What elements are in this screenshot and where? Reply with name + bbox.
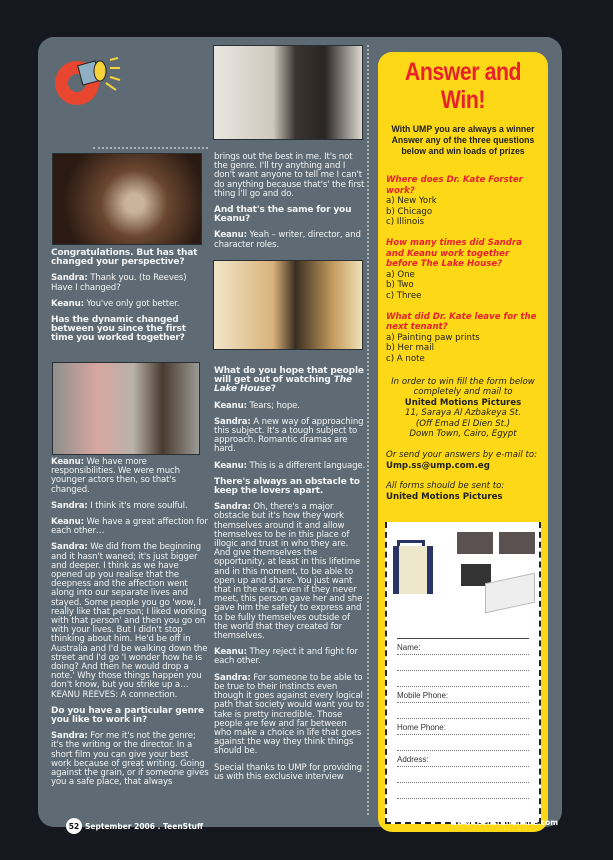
home-phone-field-line[interactable]	[397, 735, 529, 751]
question: What did Dr. Kate leave for the next tenant?	[386, 311, 537, 333]
contest-box	[378, 52, 548, 832]
question: How many times did Sandra and Keanu work together before The Lake House?	[386, 237, 522, 270]
tote-bag-image	[393, 546, 433, 594]
answer: Keanu: We have more responsibilities. We were much younger actors then, so that's changed.	[51, 457, 180, 495]
spotlight-icon	[50, 55, 130, 125]
photo-sandra-street	[52, 362, 200, 455]
answer: Sandra: We did from the beginning and it hasn't waned; it's just bigger and deeper. I think as we have opened up you realise that the deepness and the affection went along into our separate lives and stayed. Some people you go 'wow, I really like that person; I liked working with that person' and then you go on with your lives. But I didn't stop thinking about him. He'd be off in Australia and I'd be walking down the street and I'd go 'I wonder how he is doing? And then he would drop a note.' Why those things happen you don't know, but you strike up a… KEANU REEVES: A connection.	[51, 542, 208, 700]
question: Has the dynamic changed between you since the first time you worked together?	[51, 315, 186, 344]
wallet-image	[499, 532, 535, 554]
middle-column-bottom	[214, 367, 366, 789]
prizes-image	[387, 522, 539, 620]
entry-form	[385, 522, 541, 824]
wallet-image	[457, 532, 493, 554]
company: United Motions Pictures	[386, 491, 503, 502]
page-number: 52	[66, 818, 82, 834]
address-line: Down Town, Cairo, Egypt	[409, 429, 517, 440]
address-field-line[interactable]	[397, 783, 529, 799]
website-link[interactable]: www.teenstuffonline.com	[450, 818, 559, 827]
address-line: (Off Emad El Dien St.)	[415, 418, 511, 429]
option[interactable]: c) Illinois	[386, 217, 425, 228]
question: And that's the same for you Keanu?	[214, 205, 352, 225]
footer-left	[66, 818, 203, 834]
answer: Keanu: You've only got better.	[51, 298, 180, 309]
answer: Keanu: They reject it and fight for each other.	[214, 647, 358, 667]
answer: Sandra: Oh, there's a major obstacle but it's how they work themselves around it and allow themselves to be in this place of illogic and trust in who they are. And give themselves the opportunity, at least in this lifetime and in this moment, to be able to open up and share. You just want that in the end, even if they never meet, this person gave her and she gave him the safety to express and to be fully themselves outside of the world that they created for themselves.	[214, 502, 363, 642]
question: Do you have a particular genre you like to work in?	[51, 705, 204, 726]
answer: Keanu: This is a different language.	[214, 460, 366, 471]
address-field-line[interactable]	[397, 767, 529, 783]
answer: Keanu: We have a great affection for each other…	[51, 517, 208, 537]
photo-actor-reading	[52, 153, 202, 245]
option[interactable]: a) New York	[386, 196, 437, 207]
contest-title: Answer and Win!	[404, 58, 522, 114]
issue-info: September 2006 . TeenStuff	[85, 821, 204, 831]
question: Where does Dr. Kate Forster work?	[386, 175, 523, 196]
answer: brings out the best in me. It's not the genre. I'll try anything and I don't want anyone to tell me I can't do anything because that's' the first thing I'll go and do.	[214, 152, 365, 199]
company: United Motions Pictures	[404, 397, 522, 408]
answer: Keanu: Yeah – writer, director, and character roles.	[214, 230, 361, 250]
mobile-phone-field-line[interactable]	[397, 703, 529, 719]
answer: Sandra: For me it's not the genre; it's the writing or the director. In a short film you can give your best work because of great writing. Going against the grain, or if someone gives you a safe place, that always	[51, 731, 209, 788]
option[interactable]: a) One	[386, 269, 415, 280]
mail-intro: In order to win fill the form below completely and mail to	[391, 376, 535, 398]
divider	[93, 147, 208, 149]
answer: Sandra: A new way of approaching this subject. It's a tough subject to approach. Romantic dramas are hard.	[214, 416, 364, 455]
home-phone-field[interactable]: Home Phone:	[397, 719, 529, 735]
contest-subtitle: With UMP you are always a winner Answer any of the three questions below and win loads of prizes	[391, 124, 535, 157]
answer: Sandra: For someone to be able to be true to their instincts even though it goes against every logical path that society would want you to take is pretty incredible. Those people are few and far between who make a choice in life that goes against the way they think things should be.	[214, 672, 364, 757]
option[interactable]: b) Two	[386, 280, 414, 291]
option[interactable]: a) Painting paw prints	[386, 332, 480, 343]
middle-column-top	[214, 153, 366, 257]
sent-intro: All forms should be sent to:	[386, 481, 505, 492]
credits: Special thanks to UMP for providing us with this exclusive interview	[214, 762, 362, 782]
name-field[interactable]: Name:	[397, 639, 529, 655]
question: There's always an obstacle to keep the lovers apart.	[214, 476, 360, 497]
address-line: 11, Saraya Al Azbakeya St.	[404, 408, 521, 419]
name-field-line[interactable]	[397, 655, 529, 671]
option[interactable]: c) Three	[386, 290, 422, 301]
photo-dog-scene	[213, 260, 363, 350]
email-intro: Or send your answers by e-mail to:	[386, 450, 538, 461]
contest-question-1	[386, 175, 540, 228]
mobile-phone-field[interactable]: Mobile Phone:	[397, 687, 529, 703]
contest-question-2	[386, 238, 540, 302]
name-field-line[interactable]	[397, 671, 529, 687]
gift-box-image	[485, 573, 535, 614]
address-field[interactable]: Address:	[397, 751, 529, 767]
column-divider	[367, 45, 369, 815]
option[interactable]: b) Her mail	[386, 343, 434, 354]
email-link[interactable]: Ump.ss@ump.com.eg	[386, 460, 490, 471]
question: What do you hope that people will get out of watching The Lake House?	[214, 366, 364, 395]
option[interactable]: c) A note	[386, 353, 425, 364]
answer: Keanu: Tears; hope.	[214, 400, 300, 411]
left-column-top	[51, 249, 209, 351]
option[interactable]: b) Chicago	[386, 206, 433, 217]
question: Congratulations. But has that changed your perspective?	[51, 248, 198, 268]
left-column-bottom	[51, 458, 209, 795]
contest-question-3	[386, 312, 540, 365]
answer: Sandra: Thank you. (to Reeves) Have I changed?	[51, 273, 187, 293]
photo-sandra-keanu-laughing	[213, 45, 363, 140]
spotlight-logo	[50, 55, 130, 125]
answer: Sandra: I think it's more soulful.	[51, 500, 188, 511]
